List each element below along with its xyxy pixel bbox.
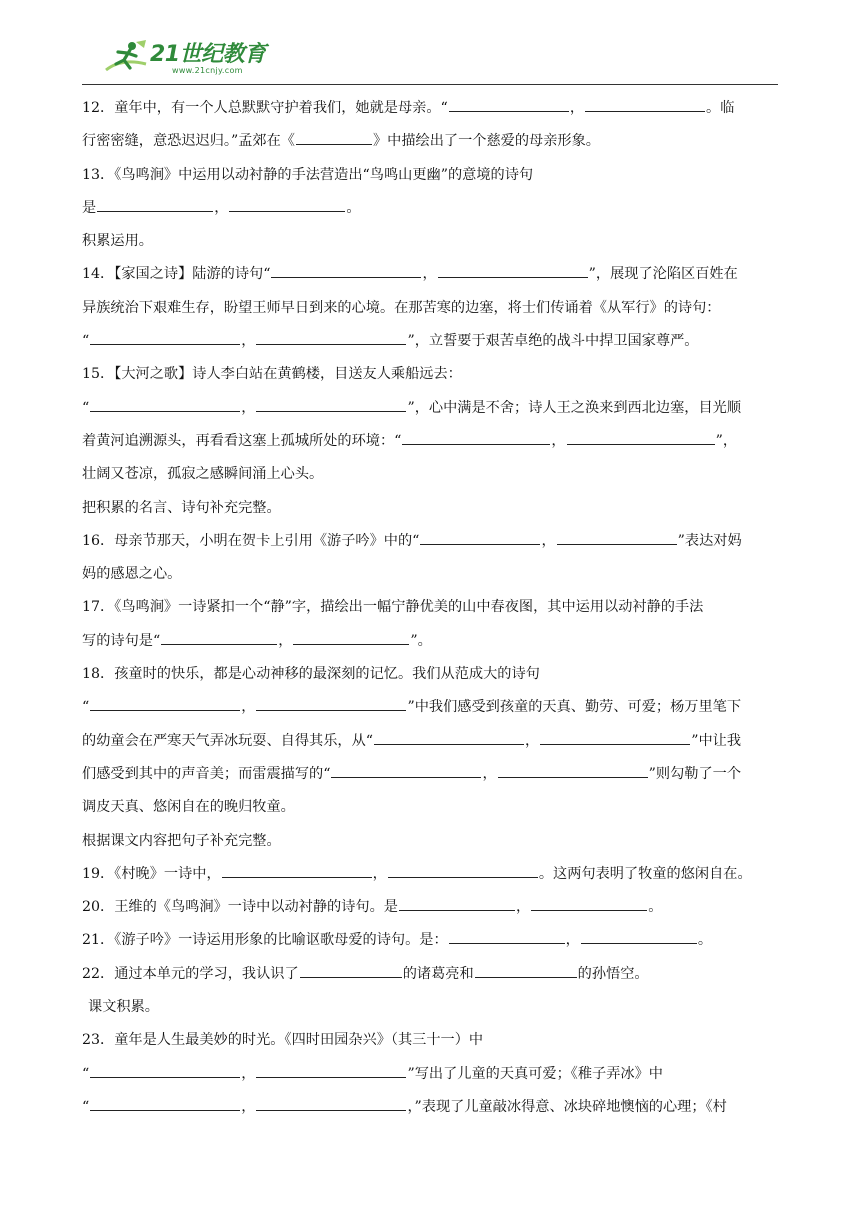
- answer-blank[interactable]: [256, 328, 406, 345]
- answer-blank[interactable]: [585, 95, 705, 112]
- q17-line-1: 17．《鸟鸣涧》一诗紧扣一个“静”字，描绘出一幅宁静优美的山中春夜图，其中运用以动衬静的手法: [82, 599, 704, 616]
- answer-blank[interactable]: [300, 961, 402, 978]
- answer-blank[interactable]: [296, 128, 372, 145]
- q19-line: 19．《村晚》一诗中， ， 。这两句表明了牧童的悠闲自在。: [82, 858, 780, 891]
- q23-line-3: “ ， ，”表现了儿童敲冰得意、冰块碎地懊恼的心理；《村: [82, 1091, 780, 1124]
- q18-line-1: 18．孩童时的快乐，都是心动神移的最深刻的记忆。我们从范成大的诗句: [82, 666, 540, 683]
- logo-name: 21世纪教育: [150, 42, 266, 67]
- q18-line-4: 们感受到其中的声音美；而雷震描写的“ ， ”则勾勒了一个: [82, 758, 780, 791]
- answer-blank[interactable]: [540, 728, 690, 745]
- answer-blank[interactable]: [449, 95, 569, 112]
- answer-blank[interactable]: [256, 395, 406, 412]
- q18-line-3: 的幼童会在严寒天气弄冰玩耍、自得其乐，从“ ， ”中让我: [82, 725, 780, 758]
- answer-blank[interactable]: [420, 528, 540, 545]
- q14-line-2: 异族统治下艰难生存，盼望王师早日到来的心境。在那苦寒的边塞，将士们传诵着《从军行》的诗句：: [82, 299, 721, 316]
- answer-blank[interactable]: [531, 894, 647, 911]
- q18-line-2: “ ， ”中我们感受到孩童的天真、勤劳、可爱；杨万里笔下: [82, 691, 780, 724]
- q22-line: 22．通过本单元的学习，我认识了 的诸葛亮和 的孙悟空。: [82, 958, 780, 991]
- answer-blank[interactable]: [438, 261, 588, 278]
- answer-blank[interactable]: [498, 761, 648, 778]
- q17-line-2: 写的诗句是“ ， ”。: [82, 625, 780, 658]
- answer-blank[interactable]: [271, 261, 421, 278]
- answer-blank[interactable]: [90, 395, 240, 412]
- section-label: 积累运用。: [82, 233, 153, 250]
- answer-blank[interactable]: [256, 1094, 406, 1111]
- answer-blank[interactable]: [90, 694, 240, 711]
- section-label: 课文积累。: [88, 999, 159, 1016]
- q14-line-3: “ ， ”，立誓要于艰苦卓绝的战斗中捍卫国家尊严。: [82, 325, 780, 358]
- answer-blank[interactable]: [331, 761, 481, 778]
- answer-blank[interactable]: [90, 1061, 240, 1078]
- q16-line-1: 16．母亲节那天，小明在贺卡上引用《游子吟》中的“ ， ”表达对妈: [82, 525, 780, 558]
- answer-blank[interactable]: [402, 428, 550, 445]
- answer-blank[interactable]: [90, 1094, 240, 1111]
- answer-blank[interactable]: [581, 927, 697, 944]
- q15-line-1: 15．【大河之歌】诗人李白站在黄鹤楼，目送友人乘船远去：: [82, 366, 462, 383]
- q12-line-2: 行密密缝，意恐迟迟归。”孟郊在《 》中描绘出了一个慈爱的母亲形象。: [82, 125, 780, 158]
- section-label: 根据课文内容把句子补充完整。: [82, 832, 281, 849]
- q15-line-3: 着黄河追溯源头，再看看这塞上孤城所处的环境：“ ， ”，: [82, 425, 780, 458]
- logo-url: www.21cnjy.com: [172, 66, 243, 75]
- answer-blank[interactable]: [399, 894, 515, 911]
- q20-line: 20．王维的《鸟鸣涧》一诗中以动衬静的诗句。是 ， 。: [82, 891, 780, 924]
- question-body: [82, 92, 780, 1124]
- answer-blank[interactable]: [97, 195, 213, 212]
- q16-line-2: 妈的感恩之心。: [82, 566, 182, 583]
- answer-blank[interactable]: [256, 694, 406, 711]
- answer-blank[interactable]: [388, 861, 538, 878]
- section-label: 把积累的名言、诗句补充完整。: [82, 499, 281, 516]
- q15-line-2: “ ， ”，心中满是不舍；诗人王之涣来到西北边塞，目光顺: [82, 392, 780, 425]
- answer-blank[interactable]: [449, 927, 565, 944]
- answer-blank[interactable]: [374, 728, 524, 745]
- page-header: [82, 38, 778, 86]
- q23-line-1: 23．童年是人生最美妙的时光。《四时田园杂兴》（其三十一）中: [82, 1032, 484, 1049]
- q13-line-2: 是 ， 。: [82, 192, 780, 225]
- answer-blank[interactable]: [293, 628, 409, 645]
- q13-line-1: 13．《鸟鸣涧》中运用以动衬静的手法营造出“鸟鸣山更幽”的意境的诗句: [82, 166, 534, 183]
- answer-blank[interactable]: [161, 628, 277, 645]
- q15-line-4: 壮阔又苍凉，孤寂之感瞬间涌上心头。: [82, 466, 324, 483]
- q14-line-1: 14．【家国之诗】陆游的诗句“ ， ”，展现了沦陷区百姓在: [82, 258, 780, 291]
- answer-blank[interactable]: [557, 528, 677, 545]
- q18-line-5: 调皮天真、悠闲自在的晚归牧童。: [82, 799, 295, 816]
- runner-logo-icon: [102, 40, 148, 76]
- q12-line-1: 12．童年中，有一个人总默默守护着我们，她就是母亲。“ ， 。临: [82, 92, 780, 125]
- q23-line-2: “ ， ”写出了儿童的天真可爱；《稚子弄冰》中: [82, 1058, 780, 1091]
- answer-blank[interactable]: [229, 195, 345, 212]
- q21-line: 21．《游子吟》一诗运用形象的比喻讴歌母爱的诗句。是： ， 。: [82, 924, 780, 957]
- answer-blank[interactable]: [90, 328, 240, 345]
- logo: [102, 40, 266, 76]
- answer-blank[interactable]: [222, 861, 372, 878]
- answer-blank[interactable]: [256, 1061, 406, 1078]
- answer-blank[interactable]: [567, 428, 715, 445]
- header-divider: [82, 84, 778, 85]
- answer-blank[interactable]: [475, 961, 577, 978]
